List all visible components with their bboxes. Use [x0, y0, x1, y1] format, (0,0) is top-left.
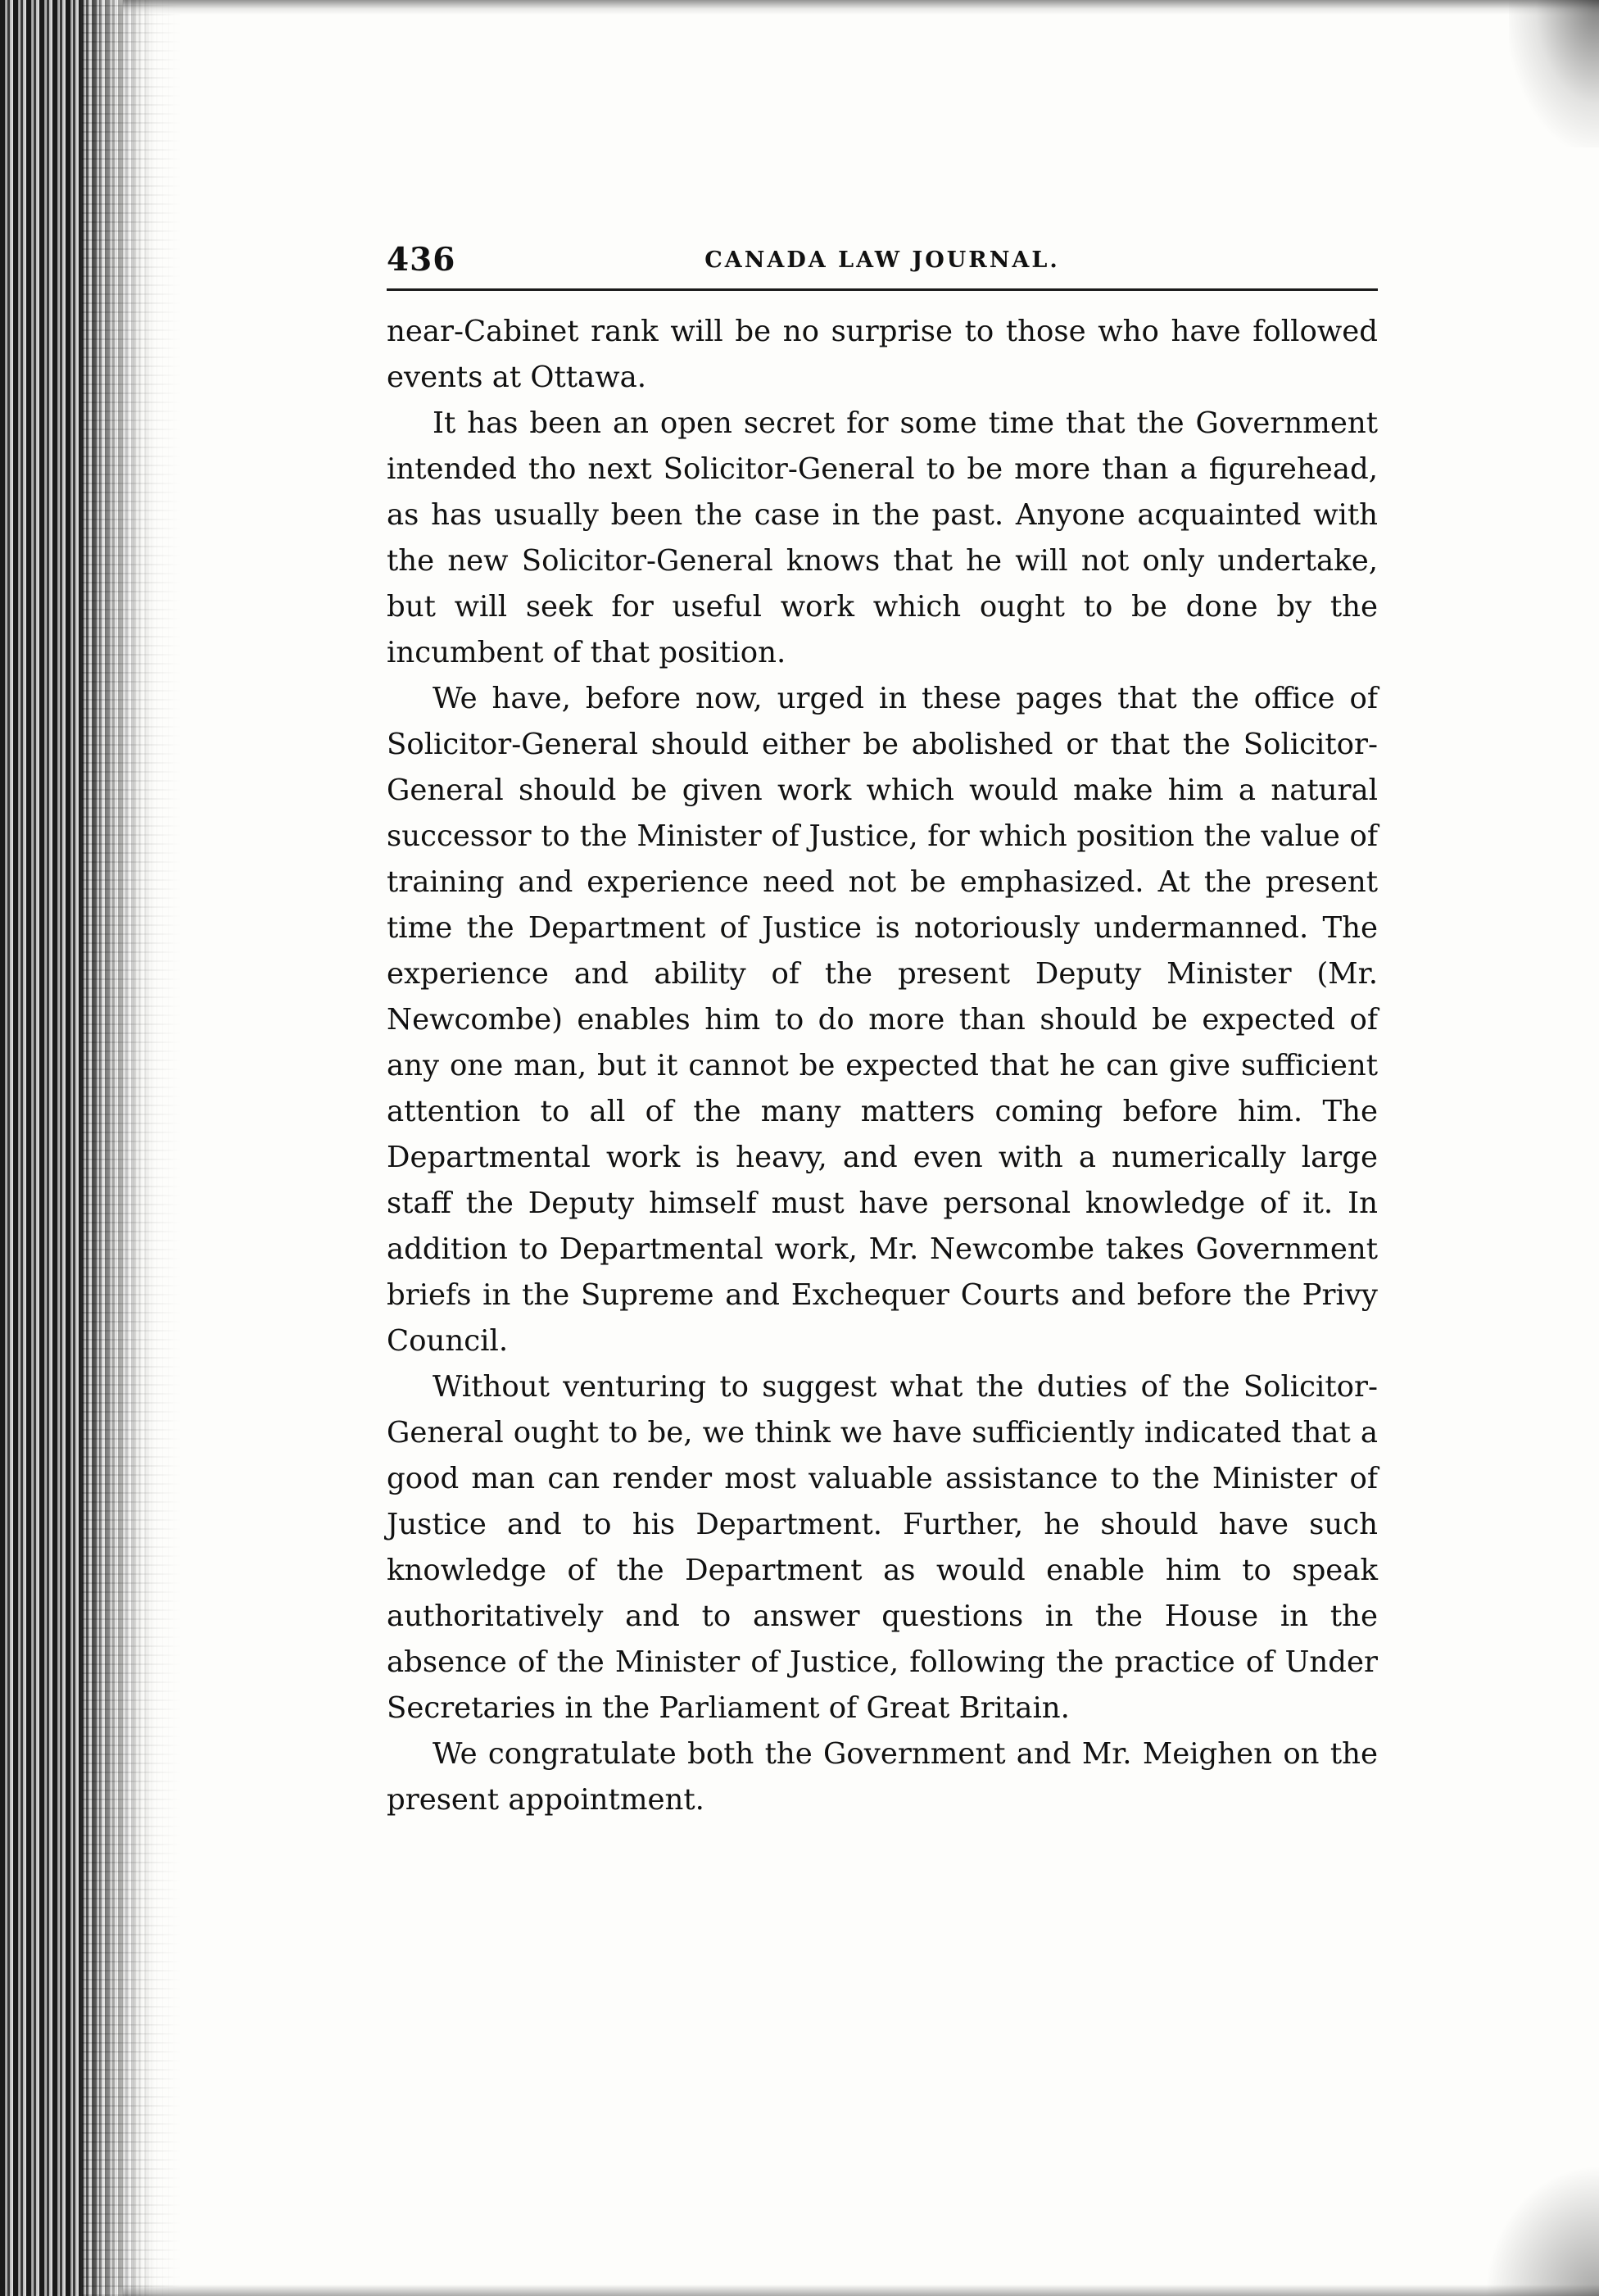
paragraph-duties: Without venturing to suggest what the duties of the Solicitor-General ought to be, we think we have sufficiently indicated that a good man can render most valuable assistance to the Minister of Justice and to his Department. Further, he should have such knowledge of the Department as would enable him to speak authoritatively and to answer questions in the House in the absence of the Minister of Justice, following the practice of Under Secretaries in the Parliament of Great Britain. [387, 1370, 1378, 1725]
article-body [387, 309, 1378, 1823]
running-head [387, 239, 1378, 291]
gutter-speckle [82, 0, 180, 2296]
paragraph-congratulations: We congratulate both the Government and Mr. Meighen on the present appointment. [387, 1737, 1378, 1817]
corner-shadow [1509, 0, 1599, 147]
paragraph-continuation: near-Cabinet rank will be no surprise to those who have followed events at Ottawa. [387, 315, 1378, 394]
page-bottom-edge [123, 2285, 1599, 2296]
journal-page [387, 239, 1378, 1823]
journal-title: CANADA LAW JOURNAL. [704, 247, 1060, 273]
bottom-corner-shadow [1484, 2165, 1599, 2296]
paragraph-solicitor-general-office: We have, before now, urged in these pages that the office of Solicitor-General should either be abolished or that the Solicitor-General should be given work which would make him a natural successor to the Minister of Justice, for which position the value of training and experience need not be emphasized. At the present time the Department of Justice is notoriously undermanned. The experience and ability of the present Deputy Minister (Mr. Newcombe) enables him to do more than should be expected of any one man, but it cannot be expected that he can give sufficient attention to all of the many matters coming before him. The Departmental work is heavy, and even with a numerically large staff the Deputy himself must have personal knowledge of it. In addition to Departmental work, Mr. Newcombe takes Government briefs in the Supreme and Exchequer Courts and before the Privy Council. [387, 682, 1378, 1358]
page-number: 436 [387, 241, 456, 279]
paragraph-open-secret: It has been an open secret for some time that the Government intended tho next Solicitor-General to be more than a figurehead, as has usually been the case in the past. Anyone acquainted with the new Solicitor-General knows that he will not only undertake, but will seek for useful work which ought to be done by the incumbent of that position. [387, 406, 1378, 669]
page-top-edge [123, 0, 1599, 15]
